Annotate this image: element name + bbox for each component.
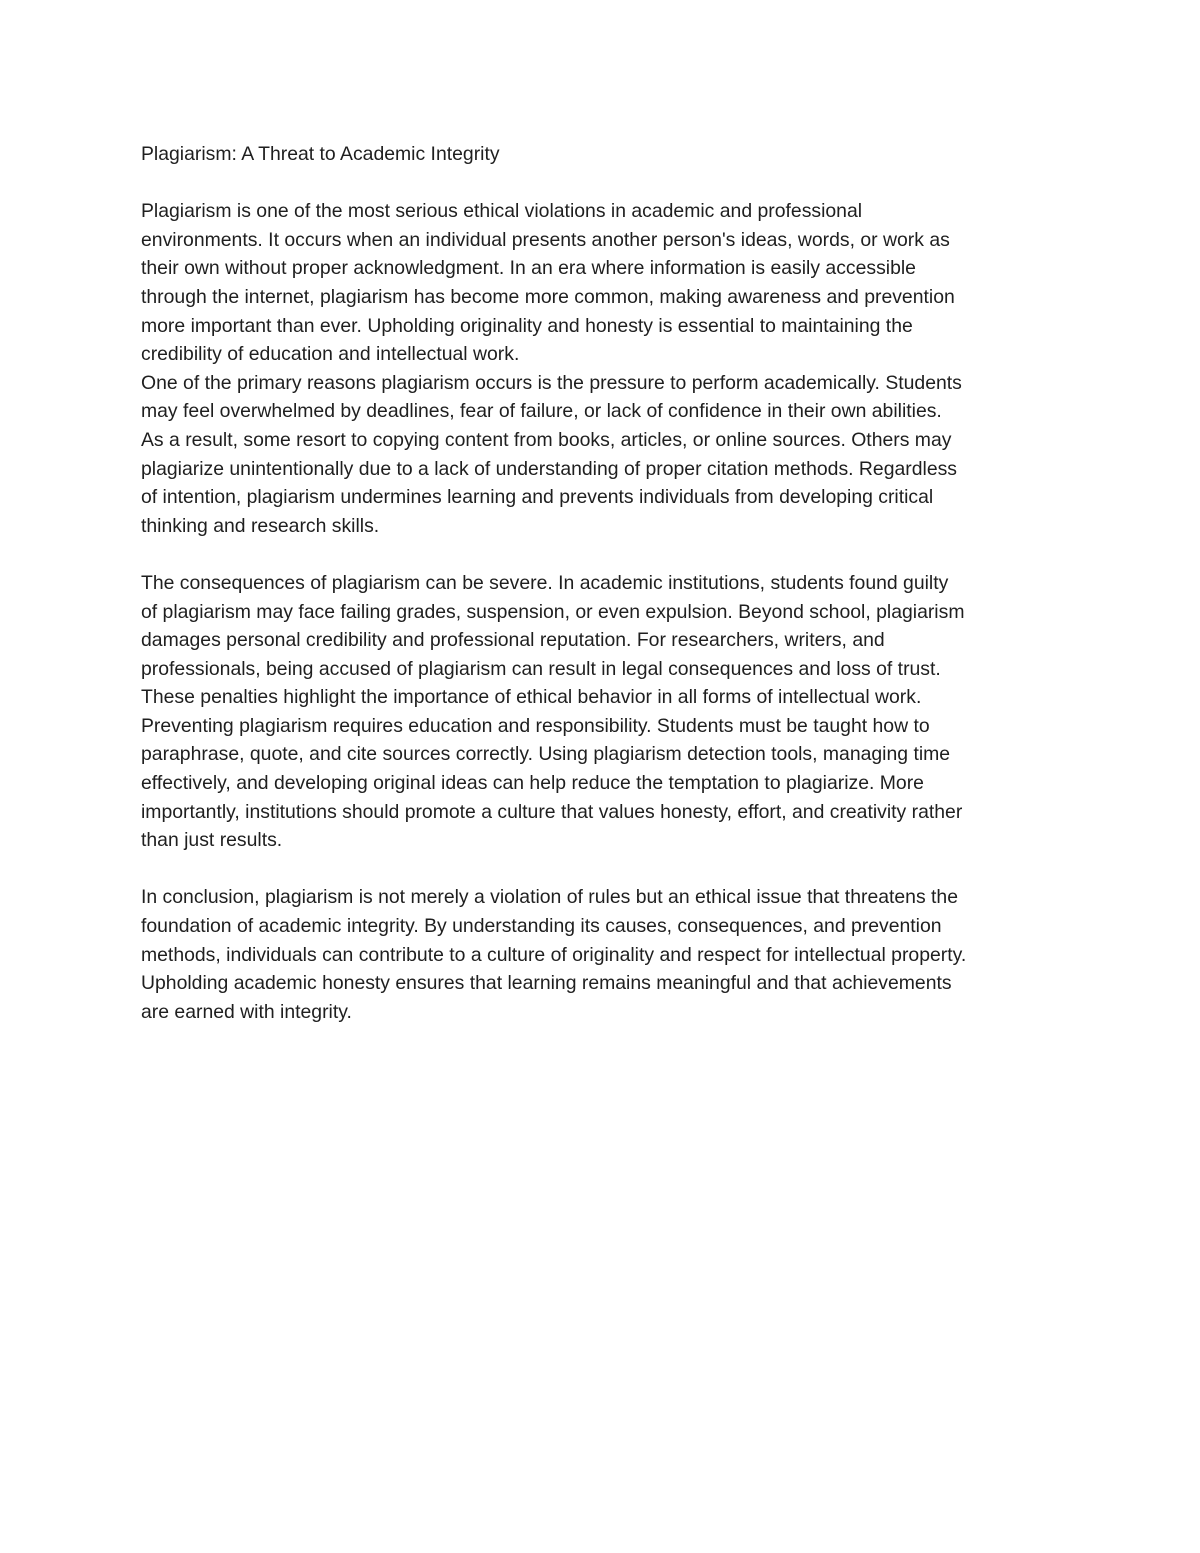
paragraph-conclusion: In conclusion, plagiarism is not merely a violation of rules but an ethical issue that threatens the foundation of academic integrity. By understanding its causes, consequences, and prevention methods, individuals can contribute to a culture of originality and respect for intellectual property. Upholding academic honesty ensures that learning remains meaningful and that achievements are earned with integrity. (141, 886, 967, 1023)
paragraph-prevention: Preventing plagiarism requires education and responsibility. Students must be taught how to paraphrase, quote, and cite sources correctly. Using plagiarism detection tools, managing time effectively, and developing original ideas can help reduce the temptation to plagiarize. More importantly, institutions should promote a culture that values honesty, effort, and creativity rather than just results. (141, 714, 963, 852)
document-body (141, 140, 1071, 1026)
document-title: Plagiarism: A Threat to Academic Integrity (141, 143, 500, 165)
paragraph-consequences: The consequences of plagiarism can be severe. In academic institutions, students found guilty of plagiarism may face failing grades, suspension, or even expulsion. Beyond school, plagiarism damages personal credibility and professional reputation. For researchers, writers, and professionals, being accused of plagiarism can result in legal consequences and loss of trust. These penalties highlight the importance of ethical behavior in all forms of intellectual work. (141, 571, 965, 709)
paragraph-causes: One of the primary reasons plagiarism occurs is the pressure to perform academically. Students may feel overwhelmed by deadlines, fear of failure, or lack of confidence in their own abilities. As a result, some resort to copying content from books, articles, or online sources. Others may plagiarize unintentionally due to a lack of understanding of proper citation methods. Regardless of intention, plagiarism undermines learning and prevents individuals from developing critical thinking and research skills. (141, 371, 962, 537)
paragraph-introduction: Plagiarism is one of the most serious ethical violations in academic and professional environments. It occurs when an individual presents another person's ideas, words, or work as their own without proper acknowledgment. In an era where information is easily accessible through the internet, plagiarism has become more common, making awareness and prevention more important than ever. Upholding originality and honesty is essential to maintaining the credibility of education and intellectual work. (141, 200, 955, 366)
